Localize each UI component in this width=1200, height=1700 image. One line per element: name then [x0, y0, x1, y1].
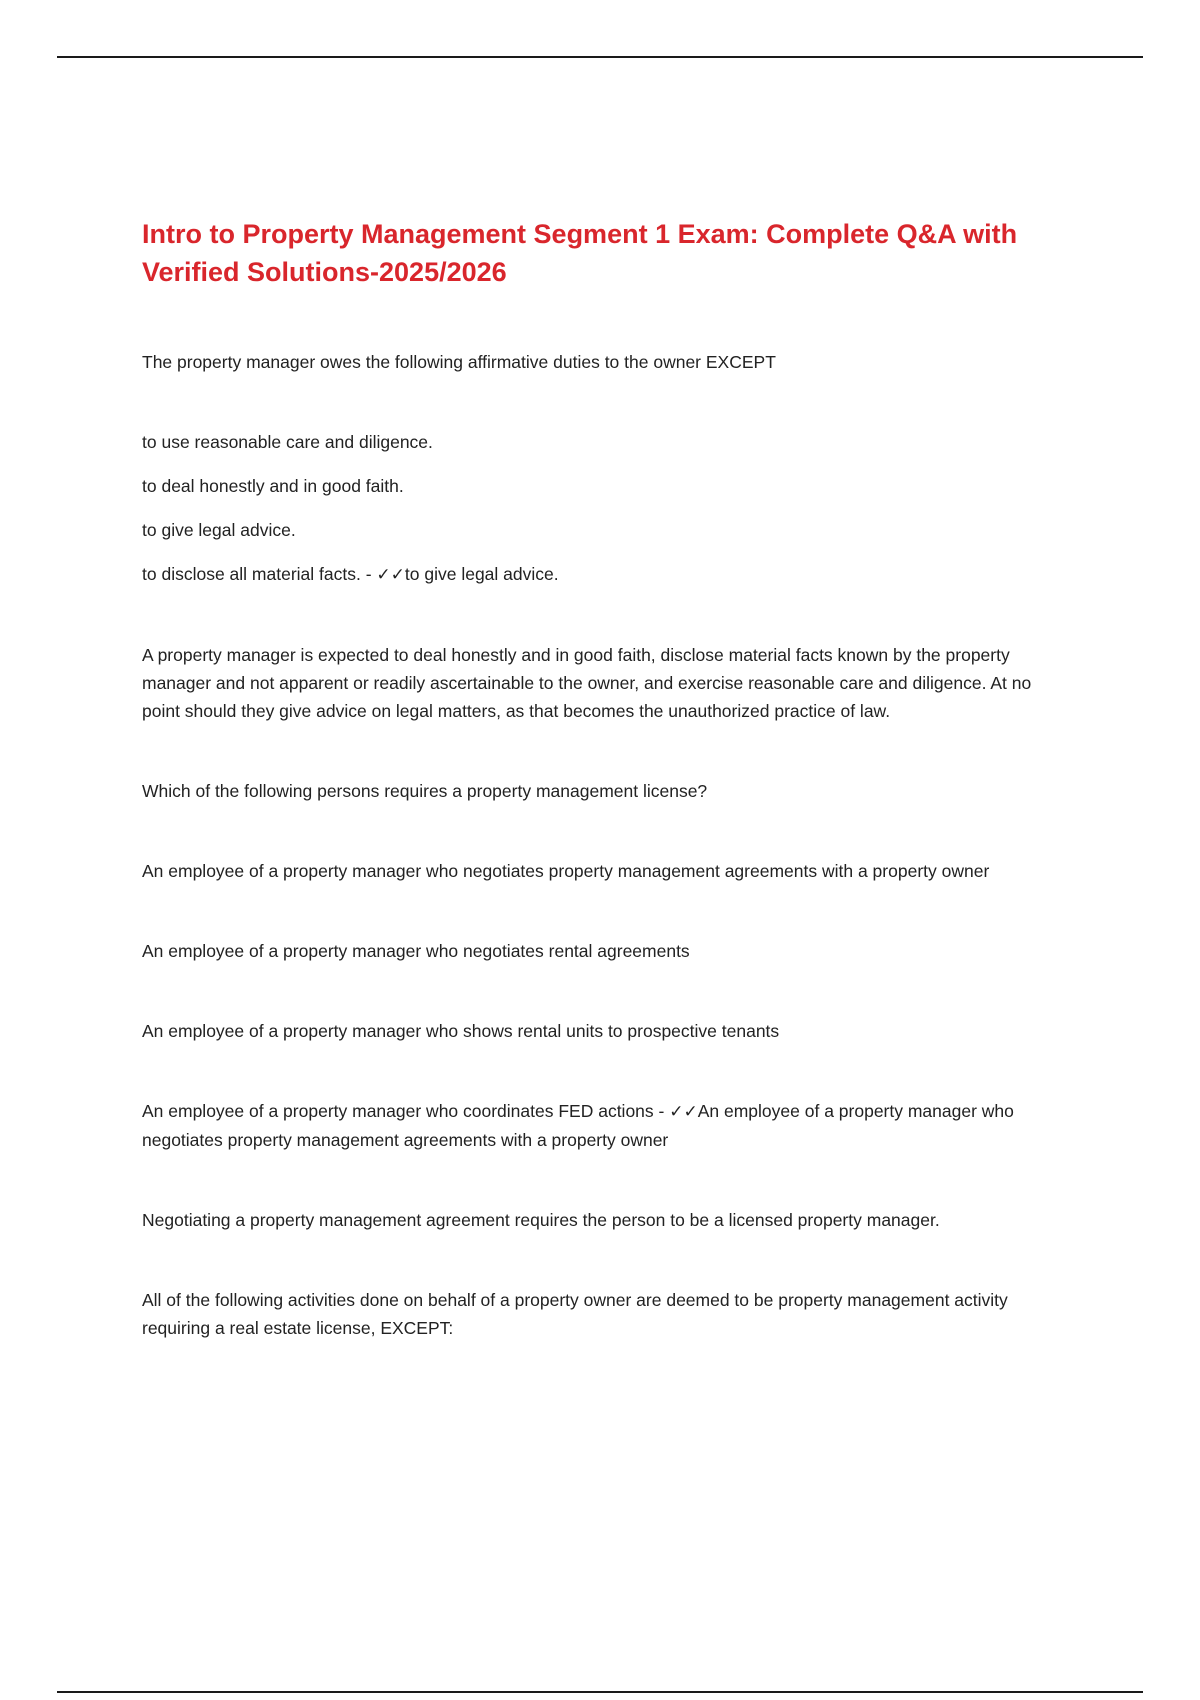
footer-rule [57, 1691, 1143, 1693]
check-mark-icon: ✓✓ [376, 565, 405, 585]
q2-explanation: Negotiating a property management agreement requires the person to be a licensed property manager. [142, 1210, 940, 1230]
check-mark-icon: ✓✓ [669, 1102, 698, 1122]
q2-option-2: An employee of a property manager who negotiates rental agreements [142, 941, 690, 961]
q2-option-1: An employee of a property manager who negotiates property management agreements with a property owner [142, 861, 990, 881]
document-title: Intro to Property Management Segment 1 Exam: Complete Q&A with Verified Solutions-2025/2026 [142, 219, 1018, 287]
q2-option-4: An employee of a property manager who coordinates FED actions - [142, 1101, 665, 1121]
q2-option-4-with-answer [142, 1097, 1072, 1154]
q1-explanation: A property manager is expected to deal honestly and in good faith, disclose material facts known by the property manager and not apparent or readily ascertainable to the owner, and exercise reasonable care and diligence. At no point should they give advice on legal matters, as that becomes the unauthorized practice of law. [142, 645, 1032, 721]
document-body [142, 215, 1072, 1342]
q1-option-4: to disclose all material facts. - [142, 564, 372, 584]
q1-answer: to give legal advice. [404, 564, 559, 584]
q2-option-3: An employee of a property manager who shows rental units to prospective tenants [142, 1021, 780, 1041]
q2-answer: An employee of a property manager who negotiates property management agreements with a property owner [142, 1101, 1014, 1150]
q1-option-2: to deal honestly and in good faith. [142, 476, 404, 496]
q1-option-1: to use reasonable care and diligence. [142, 432, 433, 452]
q1-option-3: to give legal advice. [142, 520, 296, 540]
question-3: All of the following activities done on behalf of a property owner are deemed to be property management activity requiring a real estate license, EXCEPT: [142, 1290, 1008, 1338]
header-rule [57, 56, 1143, 58]
question-2: Which of the following persons requires a property management license? [142, 781, 708, 801]
question-1: The property manager owes the following affirmative duties to the owner EXCEPT [142, 352, 776, 372]
q1-option-4-with-answer [142, 560, 1072, 589]
